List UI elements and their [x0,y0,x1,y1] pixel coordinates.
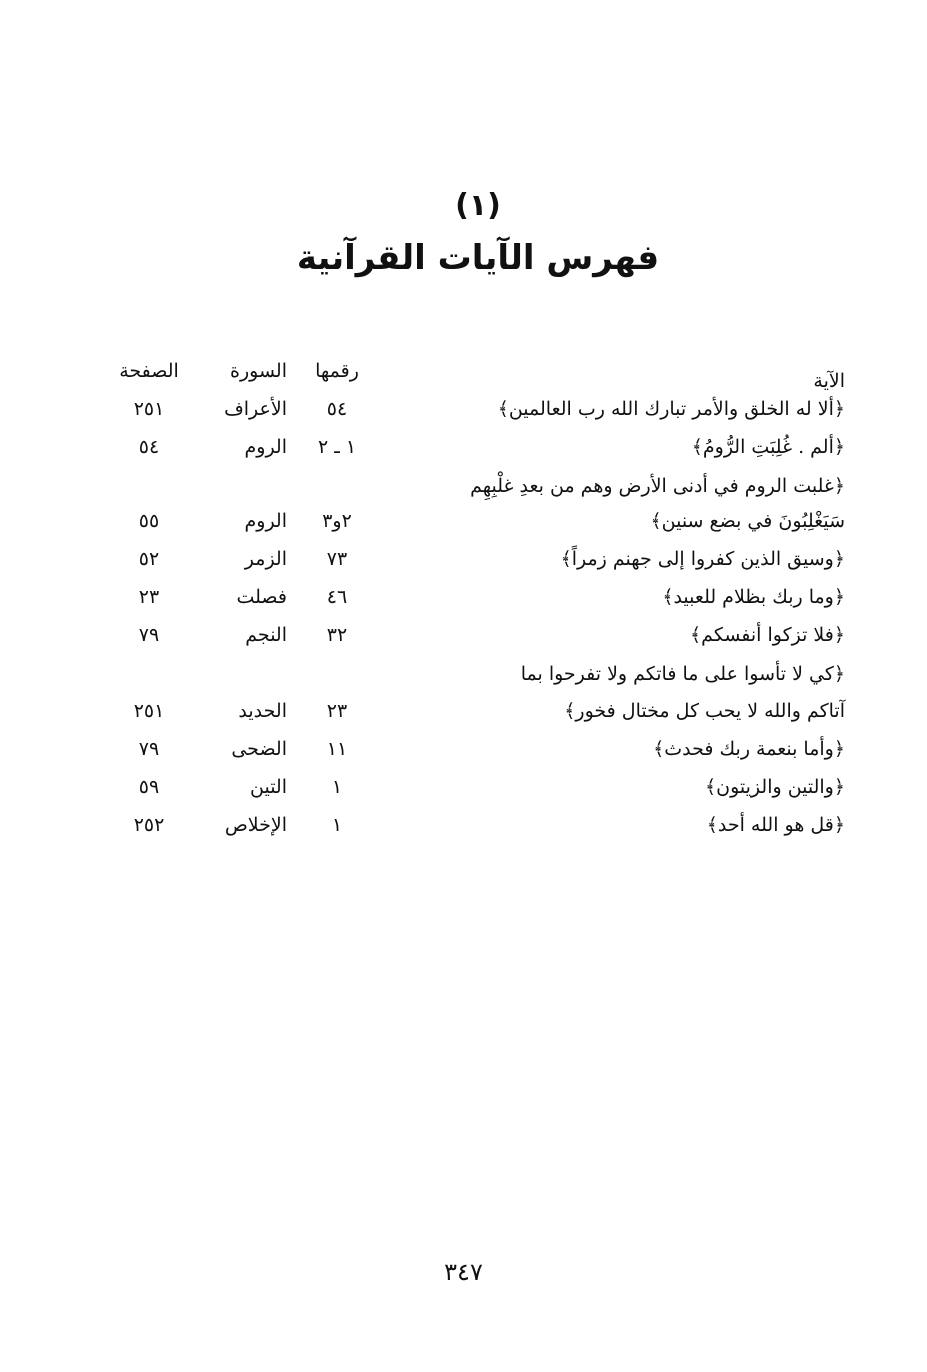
table-row [0,734,927,772]
verse-text: ﴿وسيق الذين كفروا إلى جهنم زمراً﴾ [560,548,845,570]
verse-number: ٧٣ [326,548,348,570]
verse-number: ١ [331,776,343,798]
surah-name: النجم [245,624,287,646]
verse-text: ﴿والتين والزيتون﴾ [705,776,845,798]
page-ref: ٢٣ [138,586,160,608]
page-ref: ٥٩ [138,776,160,798]
page-ref: ٢٥١ [133,398,165,420]
column-header-surah: السورة [230,360,287,382]
verse-text: ﴿قل هو الله أحد﴾ [706,814,845,836]
surah-name: التين [250,776,287,798]
page-ref: ٥٢ [138,548,160,570]
table-row [0,772,927,810]
verse-text: ﴿ألم . غُلِبَتِ الرُّومُ﴾ [691,436,845,458]
column-header-row [0,356,927,394]
verse-number: ٣٢ [326,624,348,646]
column-header-page: الصفحة [119,360,179,382]
verse-number: ٢٣ [326,700,348,722]
table-row [0,544,927,582]
verse-text: ﴿فلا تزكوا أنفسكم﴾ [690,624,845,646]
surah-name: الإخلاص [224,814,287,836]
page-title: فهرس الآيات القرآنية [296,238,660,278]
verse-text: ﴿وأما بنعمة ربك فحدث﴾ [653,738,845,760]
surah-name: فصلت [236,586,287,608]
surah-name: الحديد [238,700,287,722]
page-ref: ٢٥٢ [133,814,165,836]
verse-number: ٤٦ [326,586,348,608]
surah-name: الأعراف [224,398,287,420]
page-ref: ٥٥ [138,510,160,532]
verse-number: ١ ـ ٢ [317,436,357,458]
verse-text: ﴿وما ربك بظلام للعبيد﴾ [662,586,845,608]
table-row [0,394,927,432]
verse-text: ﴿كي لا تأسوا على ما فاتكم ولا تفرحوا بما [520,663,845,685]
table-row [0,506,927,544]
table-row [0,432,927,470]
table-row [0,582,927,620]
verse-text: آتاكم والله لا يحب كل مختال فخور﴾ [564,700,845,722]
verse-number: ١ [331,814,343,836]
page-ref: ٥٤ [138,436,160,458]
table-row [0,810,927,848]
page-ref: ٢٥١ [133,700,165,722]
surah-name: الزمر [244,548,287,570]
column-header-verse: الآية [813,370,845,392]
page-ref: ٧٩ [138,738,160,760]
table-row [0,659,927,697]
table-row [0,696,927,734]
verse-text: ﴿ألا له الخلق والأمر تبارك الله رب العالمين﴾ [497,398,845,420]
page-ref: ٧٩ [138,624,160,646]
table-row [0,620,927,658]
column-header-number: رقمها [315,360,359,382]
verse-text: سَيَغْلِبُونَ في بضع سنين﴾ [650,510,845,532]
verse-text: ﴿غلبت الروم في أدنى الأرض وهم من بعدِ غلْبِهِم [470,475,845,497]
verse-number: ١١ [326,738,348,760]
page-number: ٣٤٧ [444,1258,483,1286]
surah-name: الروم [244,436,287,458]
verse-number: ٥٤ [326,398,348,420]
surah-name: الضحى [231,738,287,760]
table-row [0,471,927,509]
verse-number: ٢و٣ [322,510,352,532]
index-number: (١) [455,188,501,223]
surah-name: الروم [244,510,287,532]
